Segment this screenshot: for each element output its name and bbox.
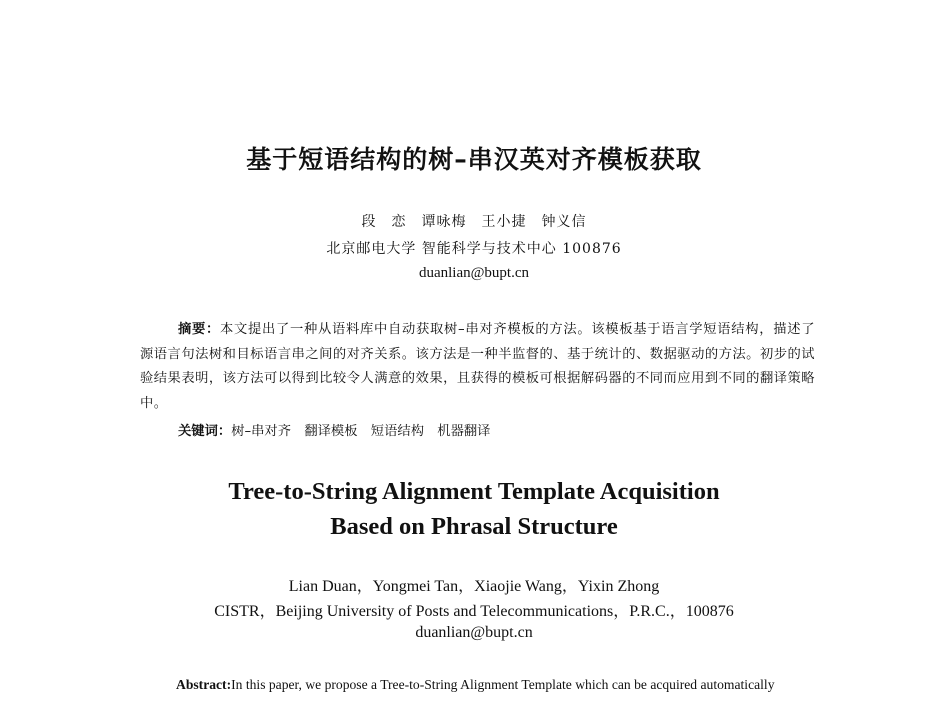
- english-authors: Lian Duan，Yongmei Tan，Xiaojie Wang，Yixin Zhong: [288, 578, 660, 595]
- english-abstract-text: In this paper, we propose a Tree-to-String Alignment Template which can be acquired automatically: [231, 677, 775, 692]
- chinese-title: 基于短语结构的树–串汉英对齐模板获取: [246, 145, 702, 174]
- chinese-keywords: [178, 420, 490, 439]
- english-abstract: [176, 677, 836, 693]
- chinese-abstract-label: 摘要：: [178, 322, 220, 337]
- chinese-affiliation: 北京邮电大学 智能科学与技术中心 100876: [326, 241, 622, 257]
- english-email: duanlian@bupt.cn: [415, 624, 533, 641]
- english-title-line1: Tree-to-String Alignment Template Acquisition: [228, 478, 720, 505]
- chinese-keywords-label: 关键词：: [178, 424, 232, 439]
- english-abstract-label: Abstract:: [176, 677, 232, 692]
- chinese-email: duanlian@bupt.cn: [418, 265, 530, 281]
- chinese-abstract: [140, 318, 815, 416]
- chinese-abstract-text: 本文提出了一种从语料库中自动获取树–串对齐模板的方法。该模板基于语言学短语结构，描述了源语言句法树和目标语言串之间的对齐关系。该方法是一种半监督的、基于统计的、数据驱动的方法。初步的试验结果表明，该方法可以得到比较令人满意的效果，且获得的模板可根据解码器的不同而应用到不同的翻译策略中。: [140, 322, 815, 411]
- chinese-keywords-text: 树–串对齐 翻译模板 短语结构 机器翻译: [231, 424, 491, 439]
- english-affiliation: CISTR，Beijing University of Posts and Telecommunications，P.R.C.，100876: [214, 603, 734, 620]
- chinese-authors: 段 恋 谭咏梅 王小捷 钟义信: [361, 214, 587, 230]
- english-title-line2: Based on Phrasal Structure: [330, 513, 618, 540]
